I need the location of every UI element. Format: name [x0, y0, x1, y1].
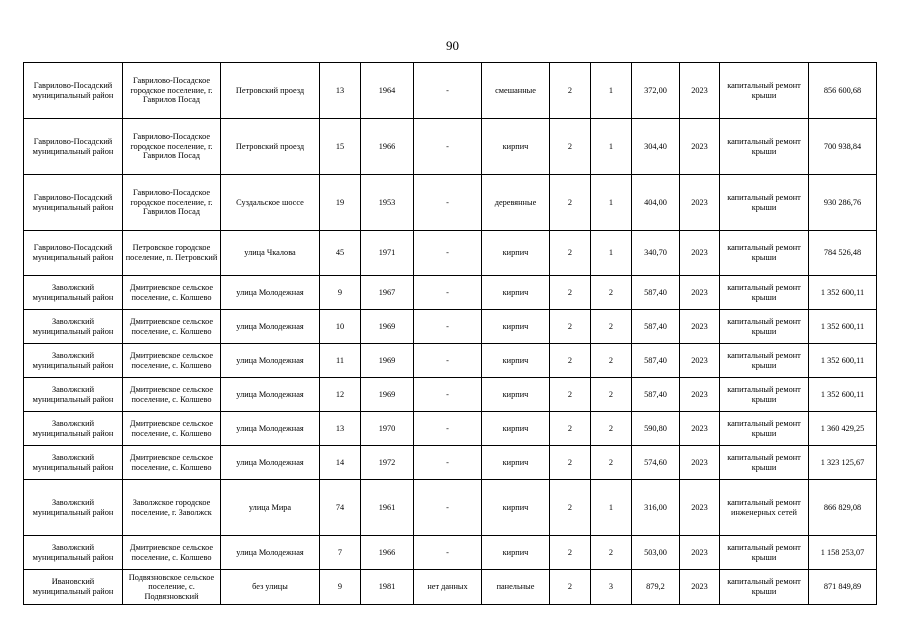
house-number-cell: 7 [320, 536, 361, 570]
floors-cell: 2 [550, 446, 591, 480]
work-type-cell: капитальный ремонт крыши [720, 119, 809, 175]
extra-cell: - [414, 378, 482, 412]
table-row [24, 63, 877, 119]
entrances-cell: 2 [591, 344, 632, 378]
floors-cell: 2 [550, 378, 591, 412]
house-number-cell: 13 [320, 63, 361, 119]
street-cell: Петровский проезд [221, 119, 320, 175]
plan-year-cell: 2023 [680, 570, 720, 605]
street-cell: улица Молодежная [221, 378, 320, 412]
entrances-cell: 3 [591, 570, 632, 605]
work-type-cell: капитальный ремонт крыши [720, 175, 809, 231]
table-row [24, 446, 877, 480]
extra-cell: - [414, 231, 482, 276]
work-type-cell: капитальный ремонт инженерных сетей [720, 480, 809, 536]
settlement-cell: Гаврилово-Посадское городское поселение, г. Гаврилов Посад [123, 175, 221, 231]
settlement-cell: Дмитриевское сельское поселение, с. Колшево [123, 446, 221, 480]
table-row [24, 119, 877, 175]
floors-cell: 2 [550, 536, 591, 570]
wall-material-cell: кирпич [482, 310, 550, 344]
street-cell: без улицы [221, 570, 320, 605]
build-year-cell: 1953 [361, 175, 414, 231]
area-cell: 587,40 [632, 378, 680, 412]
entrances-cell: 2 [591, 446, 632, 480]
district-cell: Заволжский муниципальный район [24, 276, 123, 310]
cost-cell: 1 352 600,11 [809, 378, 877, 412]
build-year-cell: 1961 [361, 480, 414, 536]
floors-cell: 2 [550, 480, 591, 536]
street-cell: улица Молодежная [221, 310, 320, 344]
wall-material-cell: кирпич [482, 344, 550, 378]
floors-cell: 2 [550, 119, 591, 175]
district-cell: Ивановский муниципальный район [24, 570, 123, 605]
floors-cell: 2 [550, 310, 591, 344]
extra-cell: - [414, 63, 482, 119]
build-year-cell: 1969 [361, 310, 414, 344]
cost-cell: 1 323 125,67 [809, 446, 877, 480]
area-cell: 574,60 [632, 446, 680, 480]
wall-material-cell: кирпич [482, 480, 550, 536]
cost-cell: 1 360 429,25 [809, 412, 877, 446]
floors-cell: 2 [550, 570, 591, 605]
extra-cell: - [414, 344, 482, 378]
district-cell: Заволжский муниципальный район [24, 446, 123, 480]
house-number-cell: 45 [320, 231, 361, 276]
plan-year-cell: 2023 [680, 175, 720, 231]
house-number-cell: 12 [320, 378, 361, 412]
house-number-cell: 11 [320, 344, 361, 378]
build-year-cell: 1971 [361, 231, 414, 276]
floors-cell: 2 [550, 175, 591, 231]
district-cell: Гаврилово-Посадский муниципальный район [24, 63, 123, 119]
work-type-cell: капитальный ремонт крыши [720, 536, 809, 570]
area-cell: 587,40 [632, 276, 680, 310]
wall-material-cell: кирпич [482, 412, 550, 446]
wall-material-cell: кирпич [482, 446, 550, 480]
build-year-cell: 1969 [361, 378, 414, 412]
build-year-cell: 1981 [361, 570, 414, 605]
settlement-cell: Гаврилово-Посадское городское поселение, г. Гаврилов Посад [123, 63, 221, 119]
work-type-cell: капитальный ремонт крыши [720, 570, 809, 605]
work-type-cell: капитальный ремонт крыши [720, 378, 809, 412]
page-number: 90 [446, 38, 459, 53]
wall-material-cell: деревянные [482, 175, 550, 231]
build-year-cell: 1966 [361, 536, 414, 570]
extra-cell: нет данных [414, 570, 482, 605]
extra-cell: - [414, 276, 482, 310]
floors-cell: 2 [550, 276, 591, 310]
cost-cell: 1 158 253,07 [809, 536, 877, 570]
table-row [24, 536, 877, 570]
extra-cell: - [414, 446, 482, 480]
work-type-cell: капитальный ремонт крыши [720, 231, 809, 276]
district-cell: Заволжский муниципальный район [24, 378, 123, 412]
settlement-cell: Дмитриевское сельское поселение, с. Колшево [123, 344, 221, 378]
street-cell: улица Молодежная [221, 536, 320, 570]
house-number-cell: 9 [320, 570, 361, 605]
housing-repair-table [23, 62, 877, 605]
wall-material-cell: кирпич [482, 378, 550, 412]
settlement-cell: Гаврилово-Посадское городское поселение, г. Гаврилов Посад [123, 119, 221, 175]
build-year-cell: 1967 [361, 276, 414, 310]
area-cell: 404,00 [632, 175, 680, 231]
plan-year-cell: 2023 [680, 412, 720, 446]
work-type-cell: капитальный ремонт крыши [720, 412, 809, 446]
floors-cell: 2 [550, 63, 591, 119]
extra-cell: - [414, 536, 482, 570]
house-number-cell: 74 [320, 480, 361, 536]
settlement-cell: Заволжское городское поселение, г. Заволжск [123, 480, 221, 536]
extra-cell: - [414, 480, 482, 536]
entrances-cell: 2 [591, 276, 632, 310]
extra-cell: - [414, 310, 482, 344]
street-cell: Суздальское шоссе [221, 175, 320, 231]
plan-year-cell: 2023 [680, 378, 720, 412]
house-number-cell: 13 [320, 412, 361, 446]
plan-year-cell: 2023 [680, 231, 720, 276]
entrances-cell: 1 [591, 480, 632, 536]
work-type-cell: капитальный ремонт крыши [720, 446, 809, 480]
settlement-cell: Дмитриевское сельское поселение, с. Колшево [123, 310, 221, 344]
area-cell: 372,00 [632, 63, 680, 119]
entrances-cell: 1 [591, 175, 632, 231]
entrances-cell: 1 [591, 119, 632, 175]
cost-cell: 866 829,08 [809, 480, 877, 536]
area-cell: 587,40 [632, 344, 680, 378]
street-cell: Петровский проезд [221, 63, 320, 119]
plan-year-cell: 2023 [680, 536, 720, 570]
table-row [24, 231, 877, 276]
build-year-cell: 1970 [361, 412, 414, 446]
work-type-cell: капитальный ремонт крыши [720, 63, 809, 119]
build-year-cell: 1964 [361, 63, 414, 119]
wall-material-cell: кирпич [482, 231, 550, 276]
entrances-cell: 1 [591, 231, 632, 276]
cost-cell: 1 352 600,11 [809, 276, 877, 310]
wall-material-cell: кирпич [482, 276, 550, 310]
cost-cell: 1 352 600,11 [809, 310, 877, 344]
house-number-cell: 19 [320, 175, 361, 231]
area-cell: 316,00 [632, 480, 680, 536]
work-type-cell: капитальный ремонт крыши [720, 310, 809, 344]
work-type-cell: капитальный ремонт крыши [720, 344, 809, 378]
cost-cell: 856 600,68 [809, 63, 877, 119]
table-row [24, 412, 877, 446]
house-number-cell: 9 [320, 276, 361, 310]
plan-year-cell: 2023 [680, 276, 720, 310]
district-cell: Гаврилово-Посадский муниципальный район [24, 119, 123, 175]
settlement-cell: Подвязновское сельское поселение, с. Подвязновский [123, 570, 221, 605]
build-year-cell: 1972 [361, 446, 414, 480]
table-row [24, 175, 877, 231]
district-cell: Заволжский муниципальный район [24, 310, 123, 344]
entrances-cell: 1 [591, 63, 632, 119]
settlement-cell: Дмитриевское сельское поселение, с. Колшево [123, 276, 221, 310]
cost-cell: 871 849,89 [809, 570, 877, 605]
extra-cell: - [414, 119, 482, 175]
entrances-cell: 2 [591, 536, 632, 570]
table-row [24, 344, 877, 378]
district-cell: Гаврилово-Посадский муниципальный район [24, 231, 123, 276]
district-cell: Гаврилово-Посадский муниципальный район [24, 175, 123, 231]
plan-year-cell: 2023 [680, 63, 720, 119]
entrances-cell: 2 [591, 378, 632, 412]
plan-year-cell: 2023 [680, 344, 720, 378]
table-row [24, 570, 877, 605]
floors-cell: 2 [550, 231, 591, 276]
street-cell: улица Молодежная [221, 412, 320, 446]
area-cell: 503,00 [632, 536, 680, 570]
plan-year-cell: 2023 [680, 446, 720, 480]
area-cell: 590,80 [632, 412, 680, 446]
cost-cell: 1 352 600,11 [809, 344, 877, 378]
plan-year-cell: 2023 [680, 119, 720, 175]
plan-year-cell: 2023 [680, 480, 720, 536]
settlement-cell: Дмитриевское сельское поселение, с. Колшево [123, 536, 221, 570]
entrances-cell: 2 [591, 412, 632, 446]
table-row [24, 480, 877, 536]
table-row [24, 310, 877, 344]
table-row [24, 276, 877, 310]
street-cell: улица Молодежная [221, 446, 320, 480]
district-cell: Заволжский муниципальный район [24, 536, 123, 570]
area-cell: 879,2 [632, 570, 680, 605]
district-cell: Заволжский муниципальный район [24, 480, 123, 536]
house-number-cell: 15 [320, 119, 361, 175]
settlement-cell: Петровское городское поселение, п. Петровский [123, 231, 221, 276]
area-cell: 304,40 [632, 119, 680, 175]
street-cell: улица Молодежная [221, 276, 320, 310]
extra-cell: - [414, 412, 482, 446]
build-year-cell: 1969 [361, 344, 414, 378]
street-cell: улица Мира [221, 480, 320, 536]
settlement-cell: Дмитриевское сельское поселение, с. Колшево [123, 378, 221, 412]
area-cell: 340,70 [632, 231, 680, 276]
cost-cell: 930 286,76 [809, 175, 877, 231]
floors-cell: 2 [550, 344, 591, 378]
extra-cell: - [414, 175, 482, 231]
wall-material-cell: панельные [482, 570, 550, 605]
cost-cell: 784 526,48 [809, 231, 877, 276]
house-number-cell: 14 [320, 446, 361, 480]
table-row [24, 378, 877, 412]
street-cell: улица Чкалова [221, 231, 320, 276]
street-cell: улица Молодежная [221, 344, 320, 378]
wall-material-cell: смешанные [482, 63, 550, 119]
floors-cell: 2 [550, 412, 591, 446]
build-year-cell: 1966 [361, 119, 414, 175]
house-number-cell: 10 [320, 310, 361, 344]
cost-cell: 700 938,84 [809, 119, 877, 175]
area-cell: 587,40 [632, 310, 680, 344]
wall-material-cell: кирпич [482, 119, 550, 175]
work-type-cell: капитальный ремонт крыши [720, 276, 809, 310]
district-cell: Заволжский муниципальный район [24, 412, 123, 446]
entrances-cell: 2 [591, 310, 632, 344]
district-cell: Заволжский муниципальный район [24, 344, 123, 378]
settlement-cell: Дмитриевское сельское поселение, с. Колшево [123, 412, 221, 446]
plan-year-cell: 2023 [680, 310, 720, 344]
wall-material-cell: кирпич [482, 536, 550, 570]
